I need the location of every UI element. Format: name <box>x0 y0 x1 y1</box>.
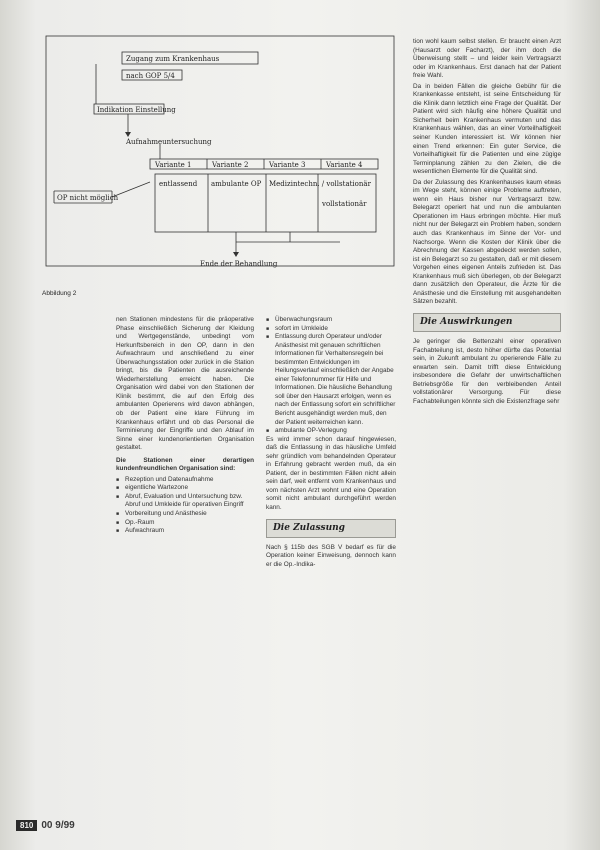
paragraph: Es wird immer schon darauf hingewiesen, daß die Entlassung in das häusliche Umfeld sehr gründlich vom behandelnden Operateur in Erfahrung gebracht werden muß, da ein Patient, der in bestimmten Fällen nicht allein sein darf, weit entfernt vom Krankenhaus und vom nächsten Arzt wohnt und eine Operation somit nicht ambulant durchgeführt werden kann. <box>266 435 396 512</box>
list-item: ■ Rezeption und Datenaufnahme <box>116 476 254 485</box>
paragraph: nen Stationen mindestens für die präoperative Phase einschließlich Sicherung der Kleidung und Wertgegenstände, unbedingt vom Herkunftsbereich in den OP, dann in den Aufwachraum und anschließend zu einer Überwachungsstation oder zurück in die Station bringt, bis die Patienten die ausreichende Wiederherstellung erreicht haben. Die Organisation wird dabei von den Stationen der Klinik bestimmt, die auf den Erfolg des ambulanten Operierens wird davon abhängen, ob der Patient eine klare Führung im Krankenhaus erfährt und ob das Personal die Terminierung der Eingriffe und den Ablauf im Sinne einer kundenorientierten Organisation gestaltet. <box>116 316 254 452</box>
diagram-gop-label: nach GOP 5/4 <box>126 72 175 80</box>
page-footer <box>16 818 75 832</box>
diagram-outcome-4: vollstationär <box>322 200 367 208</box>
issue-label: 00 9/99 <box>41 819 75 831</box>
flow-diagram <box>40 34 400 284</box>
stations-list <box>116 476 254 536</box>
section-heading-zulassung: Die Zulassung <box>266 519 396 538</box>
page-number: 810 <box>16 820 37 831</box>
diagram-indication-label: Indikation Einstellung <box>97 106 176 114</box>
stations-list-continued <box>266 316 396 436</box>
diagram-exam-label: Aufnahmeuntersuchung <box>126 138 212 146</box>
paragraph: Nach § 115b des SGB V bedarf es für die Operation keiner Einweisung, dennoch kann er die Op.-Indika- <box>266 543 396 568</box>
list-item: ■ Vorbereitung und Anästhesie <box>116 510 254 519</box>
text-column-middle <box>266 316 396 571</box>
list-item: ■ ambulante OP-Verlegung <box>266 427 396 436</box>
list-item: ■ Abruf, Evaluation und Untersuchung bzw. Abruf und Umkleide für operativen Eingriff <box>116 493 254 510</box>
list-item: ■ eigentliche Wartezone <box>116 484 254 493</box>
diagram-top-label: Zugang zum Krankenhaus <box>126 55 220 63</box>
list-item: ■ Aufwachraum <box>116 527 254 536</box>
diagram-variant-2: Variante 2 <box>212 161 249 169</box>
list-heading: Die Stationen einer derartigen kundenfreundlichen Organisation sind: <box>116 456 254 473</box>
paragraph: Da der Zulassung des Krankenhauses kaum etwas im Wege steht, können einige Probleme auftreten, wenn ein Haus bisher nur Vertragsarzt bzw. Belegarzt operiert hat und nun die ambulanten Operationen im Haus erbringen möchte. Hier muß nicht nur der Belegarzt ein Problem haben, sondern auch das Krankenhaus im Sinne der Vor- und Nachsorge. Wenn die Kosten der Klinik über die Abrechnung der Kassen abgedeckt werden sollen, ist ein Belegarzt so zu gestalten, daß er mit diesem Vorgehen eines eigenen Anteils zufrieden ist. Das Krankenhaus muß sich überlegen, ob der Belegarzt dann zusätzlich den Operateur, die Ärzte für die Anästhesie und die Einstellung mit ausgehandelten Sätzen bezahlt. <box>413 178 561 306</box>
paragraph: tion wohl kaum selbst stellen. Er braucht einen Arzt (Hausarzt oder Facharzt), der ihm doch die Überweisung stellt – und leider kein Vertragsarzt oder im Krankenhaus. Erst danach hat der Patient freie Wahl. <box>413 38 561 80</box>
diagram-variant-3: Variante 3 <box>269 161 306 169</box>
list-item: ■ Entlassung durch Operateur und/oder Anästhesist mit genauen schriftlichen Informationen für Verhaltensregeln bei bestimmten Entwicklungen im Heilungsverlauf einschließlich der Angabe einer Telefonnummer für Hilfe und Informationen. Die häusliche Behandlung soll über den Hausarzt erfolgen, wenn es nach der Entlassung sofort ein schriftlicher Bericht ausgehändigt werden muß, den der Patient weiterreichen kann. <box>266 333 396 427</box>
paragraph: Je geringer die Bettenzahl einer operativen Fachabteilung ist, desto höher dürfte das Potential sein, in Zukunft ambulant zu operierende Fälle zu erwarten sein. Damit trifft diese Entwicklung insbesondere die Gefahr der unwirtschaftlichen Betriebsgröße für den verbleibenden Anteil vollstationärer Versorgung. Für diese Fachabteilungen könnte sich die Existenzfrage sehr <box>413 337 561 405</box>
paragraph: Da in beiden Fällen die gleiche Gebühr für die Krankenkasse entsteht, ist seine Entscheidung für die Klinik dann letztlich eine Frage der Qualität. Der Patient wird sich häufig eine höhere Qualität und Sicherheit beim Krankenhaus vermuten und das Krankenhaus wählen, das an einer Vorteilhaftigkeit seiner Kunden interessiert ist. Wir können hier einen Trend erkennen: Ein guter Service, die Vorteilhaftigkeit für die Patienten und eine zügige Terminplanung zählen zu den Zielen, die die wesentlichen Elemente für die Qualität sind. <box>413 82 561 176</box>
list-item: ■ sofort im Umkleide <box>266 325 396 334</box>
diagram-outcome-3: Medizintechn. / vollstationär <box>269 180 371 188</box>
list-item: ■ Op.-Raum <box>116 519 254 528</box>
figure-caption: Abbildung 2 <box>42 290 77 297</box>
diagram-variant-4: Variante 4 <box>326 161 363 169</box>
section-heading-auswirkungen: Die Auswirkungen <box>413 313 561 332</box>
diagram-outcome-2: ambulante OP <box>211 180 262 188</box>
diagram-reject-label: OP nicht möglich <box>57 194 119 202</box>
diagram-outcome-1: entlassend <box>159 180 198 188</box>
diagram-end-label: Ende der Behandlung <box>200 260 278 268</box>
list-item: ■ Überwachungsraum <box>266 316 396 325</box>
text-column-left <box>116 316 254 536</box>
diagram-variant-1: Variante 1 <box>155 161 192 169</box>
text-column-right <box>413 38 561 408</box>
